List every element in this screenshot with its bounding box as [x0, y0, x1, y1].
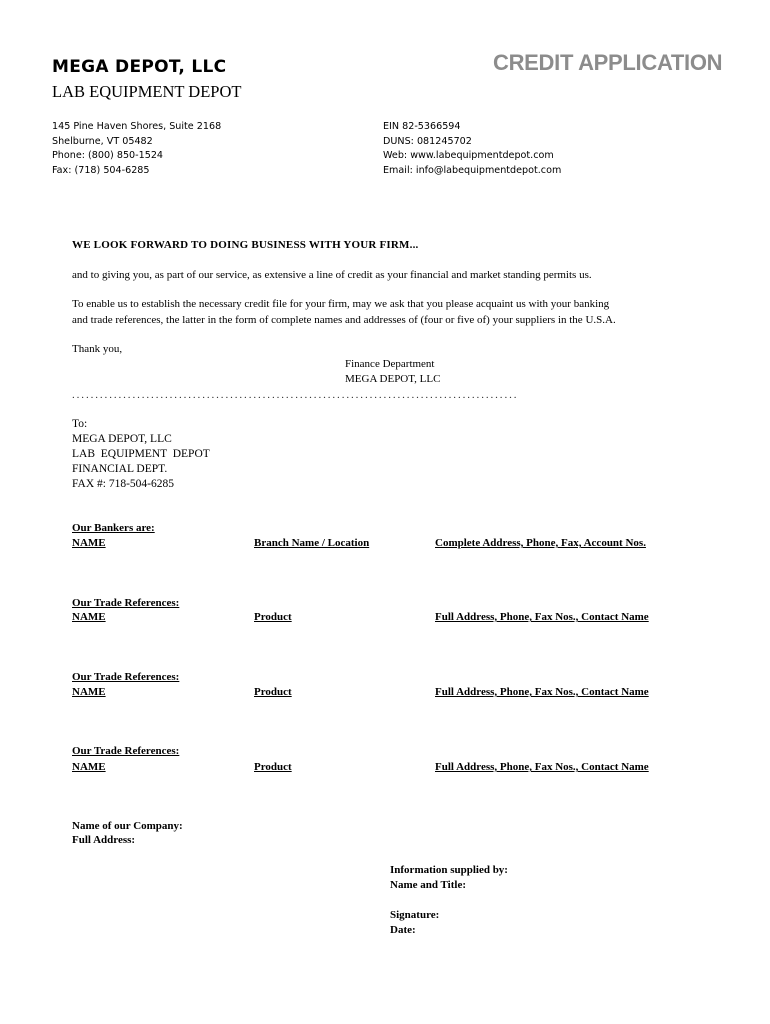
recipient-line: FINANCIAL DEPT.	[72, 463, 168, 475]
recipient-line: LAB EQUIPMENT DEPOT	[72, 448, 210, 460]
bankers-section-title: Our Bankers are:	[72, 522, 155, 534]
signoff-company: MEGA DEPOT, LLC	[345, 373, 441, 385]
letter-heading: WE LOOK FORWARD TO DOING BUSINESS WITH YOUR FIRM...	[72, 239, 419, 251]
fax-line: Fax: (718) 504-6285	[52, 164, 150, 176]
trade-address-header: Full Address, Phone, Fax Nos., Contact Name	[435, 611, 649, 623]
trade-name-header: NAME	[72, 761, 106, 773]
document-title: CREDIT APPLICATION	[493, 50, 723, 75]
letter-paragraph-1: and to giving you, as part of our service, as extensive a line of credit as your financial and market standing permits us.	[72, 269, 592, 281]
bankers-name-header: NAME	[72, 537, 106, 549]
identifier-block	[383, 120, 561, 178]
duns-line: DUNS: 081245702	[383, 135, 472, 147]
signature-label: Signature:	[390, 909, 440, 921]
trade-references-title: Our Trade References:	[72, 671, 180, 683]
trade-references-title: Our Trade References:	[72, 597, 180, 609]
signoff-department: Finance Department	[345, 358, 435, 370]
company-name-label: Name of our Company:	[72, 820, 183, 832]
trade-name-header: NAME	[72, 611, 106, 623]
phone-line: Phone: (800) 850-1524	[52, 150, 164, 161]
letter-paragraph-2-line-1: To enable us to establish the necessary credit file for your firm, may we ask that you please acquaint us with your banking	[72, 298, 610, 310]
bankers-address-header: Complete Address, Phone, Fax, Account Nos.	[435, 537, 646, 549]
info-supplied-label: Information supplied by:	[390, 864, 508, 876]
letter-thanks: Thank you,	[72, 343, 123, 355]
recipient-fax: FAX #: 718-504-6285	[72, 478, 175, 490]
recipient-to: To:	[72, 418, 88, 430]
email-line: Email: info@labequipmentdepot.com	[383, 164, 562, 176]
trade-address-header: Full Address, Phone, Fax Nos., Contact Name	[435, 761, 649, 773]
trade-product-header: Product	[254, 611, 292, 623]
web-line: Web: www.labequipmentdepot.com	[383, 150, 554, 161]
recipient-line: MEGA DEPOT, LLC	[72, 433, 172, 445]
trade-product-header: Product	[254, 761, 292, 773]
company-subtitle: LAB EQUIPMENT DEPOT	[52, 82, 242, 101]
ein-line: EIN 82-5366594	[383, 121, 461, 132]
name-title-label: Name and Title:	[390, 879, 466, 891]
trade-address-header: Full Address, Phone, Fax Nos., Contact Name	[435, 686, 649, 698]
address-block	[52, 120, 221, 178]
bankers-branch-header: Branch Name / Location	[254, 537, 370, 549]
letter-paragraph-2-line-2: and trade references, the latter in the form of complete names and addresses of (four or five of) your suppliers in the U.S.A.	[72, 314, 616, 326]
separator-line: ................................................................................................	[72, 389, 519, 401]
date-label: Date:	[390, 924, 416, 936]
address-line: 145 Pine Haven Shores, Suite 2168	[52, 121, 222, 132]
trade-name-header: NAME	[72, 686, 106, 698]
trade-product-header: Product	[254, 686, 292, 698]
trade-references-title: Our Trade References:	[72, 745, 180, 757]
address-line: Shelburne, VT 05482	[52, 135, 153, 147]
full-address-label: Full Address:	[72, 834, 136, 846]
company-name: MEGA DEPOT, LLC	[52, 57, 227, 77]
